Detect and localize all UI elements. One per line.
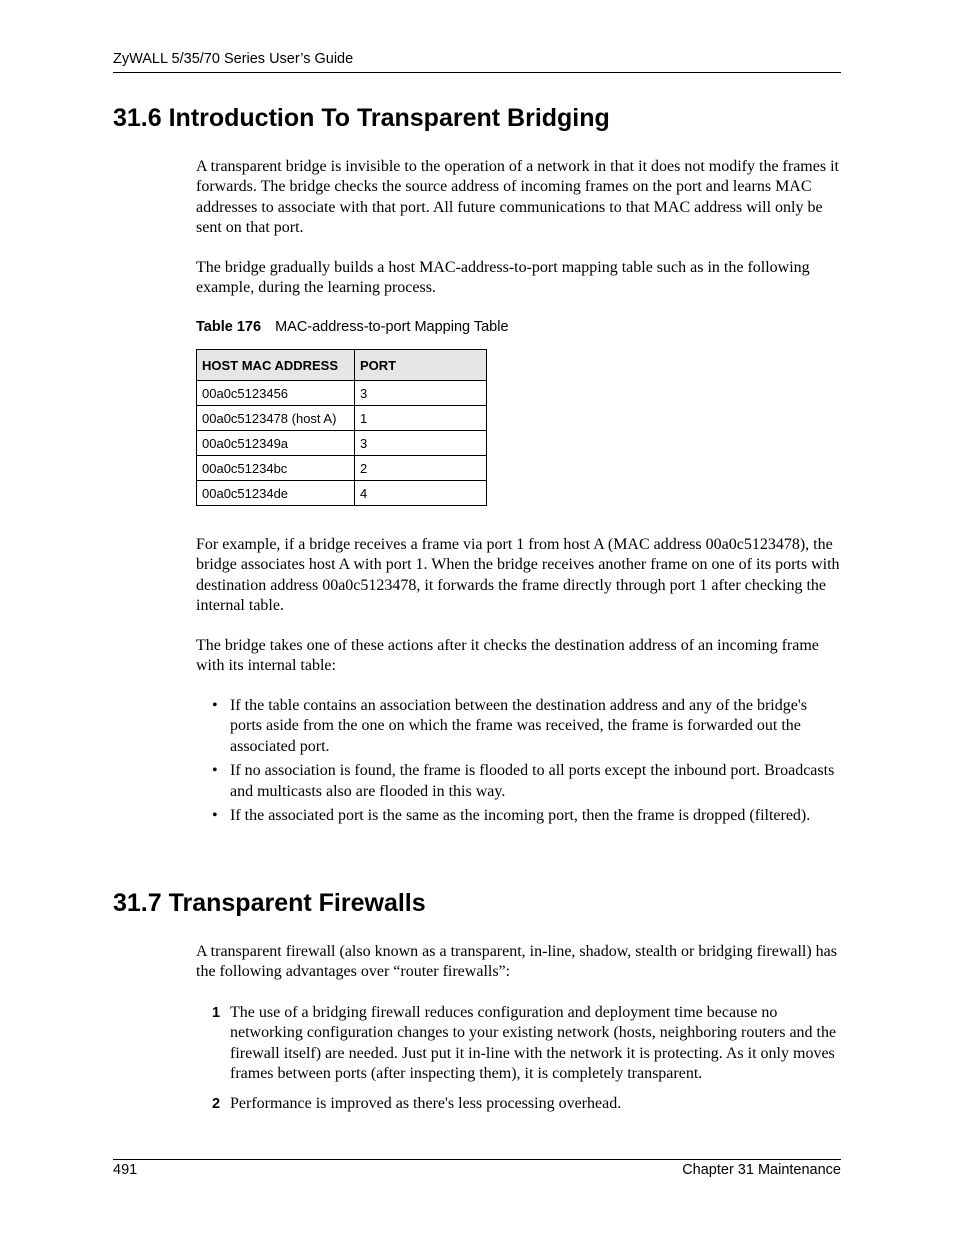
port-cell: 3 <box>355 381 487 406</box>
step-number: 2 <box>212 1095 221 1112</box>
table-caption <box>196 319 509 335</box>
table-row <box>197 406 487 431</box>
bullet-icon: • <box>212 807 218 825</box>
guide-title: ZyWALL 5/35/70 Series User’s Guide <box>113 51 354 67</box>
mac-port-table <box>196 349 487 506</box>
mac-cell: 00a0c5123456 <box>197 381 355 406</box>
bullet-list <box>212 696 842 831</box>
list-item <box>212 696 842 757</box>
table-caption-text: MAC-address-to-port Mapping Table <box>275 319 509 335</box>
chapter-title: Chapter 31 Maintenance <box>682 1162 841 1178</box>
column-header-host-mac: HOST MAC ADDRESS <box>197 350 355 381</box>
section-title-bridging: 31.6 Introduction To Transparent Bridging <box>113 104 610 132</box>
port-cell: 3 <box>355 431 487 456</box>
mac-cell: 00a0c51234de <box>197 481 355 506</box>
port-cell: 4 <box>355 481 487 506</box>
step-number: 1 <box>212 1005 221 1021</box>
running-footer <box>113 1159 841 1178</box>
list-item-text: If the associated port is the same as the incoming port, then the frame is dropped (filtered). <box>230 807 811 825</box>
numbered-list <box>212 1003 842 1123</box>
table-caption-label: Table 176 <box>196 319 262 335</box>
paragraph: The bridge takes one of these actions after it checks the destination address of an incoming frame with its internal table: <box>196 637 819 675</box>
mac-cell: 00a0c51234bc <box>197 456 355 481</box>
paragraph: The bridge gradually builds a host MAC-address-to-port mapping table such as in the following example, during the learning process. <box>196 259 810 297</box>
list-item <box>212 761 842 802</box>
mac-cell: 00a0c5123478 (host A) <box>197 406 355 431</box>
section-title-firewalls: 31.7 Transparent Firewalls <box>113 889 426 917</box>
paragraph: A transparent firewall (also known as a transparent, in-line, shadow, stealth or bridging firewall) has the following advantages over “router firewalls”: <box>196 943 837 981</box>
table-header-row <box>197 350 487 381</box>
running-header <box>113 51 841 73</box>
paragraph: A transparent bridge is invisible to the operation of a network in that it does not modify the frames it forwards. The bridge checks the source address of incoming frames on the port and learns MAC addresses to associate with that port. All future communications to that MAC address will only be sent on that port. <box>196 158 839 236</box>
mac-cell: 00a0c512349a <box>197 431 355 456</box>
table-row <box>197 431 487 456</box>
bullet-icon: • <box>212 697 218 714</box>
list-item <box>212 806 842 826</box>
table-row <box>197 456 487 481</box>
paragraph: For example, if a bridge receives a frame via port 1 from host A (MAC address 00a0c5123478), the bridge associates host A with port 1. When the bridge receives another frame on one of its ports with destination address 00a0c5123478, it forwards the frame directly through port 1 after checking the internal table. <box>196 536 840 614</box>
column-header-port: PORT <box>355 350 487 381</box>
table-row <box>197 381 487 406</box>
table-row <box>197 481 487 506</box>
list-item-text: If no association is found, the frame is flooded to all ports except the inbound port. Broadcasts and multicasts also are flooded in this way. <box>230 762 835 800</box>
list-item-text: The use of a bridging firewall reduces configuration and deployment time because no networking configuration changes to your existing network (hosts, neighboring routers and the firewall itself) are needed. Just put it in-line with the network it is protecting. As it only moves frames between ports (after inspecting them), it is completely transparent. <box>230 1004 837 1082</box>
page-number: 491 <box>113 1162 138 1178</box>
list-item-text: Performance is improved as there's less processing overhead. <box>230 1094 622 1112</box>
list-item <box>212 1094 842 1114</box>
bullet-icon: • <box>212 762 218 780</box>
list-item <box>212 1003 842 1084</box>
list-item-text: If the table contains an association between the destination address and any of the bridge's ports aside from the one on which the frame was received, the frame is forwarded out the associated port. <box>230 697 807 755</box>
port-cell: 1 <box>355 406 487 431</box>
port-cell: 2 <box>355 456 487 481</box>
